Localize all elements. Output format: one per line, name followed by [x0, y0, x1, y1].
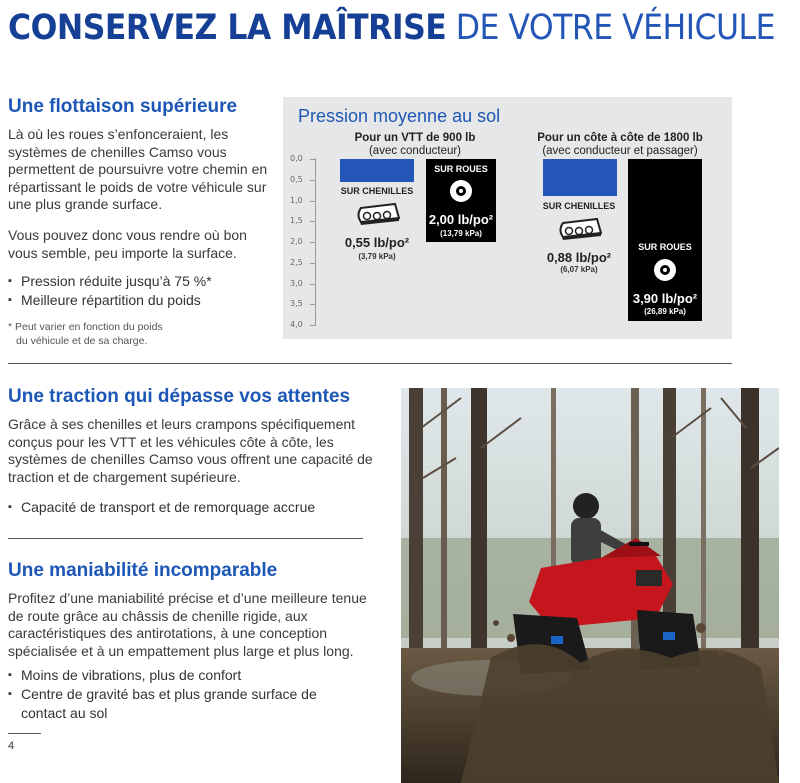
group-1-subtitle: (avec conducteur)	[368, 145, 462, 157]
bar-value-label: 0,88 lb/po²	[546, 250, 612, 265]
bar-value-label: 0,55 lb/po²	[344, 235, 410, 250]
bar-value-label: 3,90 lb/po²	[632, 291, 698, 306]
handling-heading: Une maniabilité incomparable	[8, 560, 278, 581]
list-item: ▪ Centre de gravité bas et plus grande surface de contact au sol	[8, 685, 338, 723]
page-number: 4	[8, 740, 15, 752]
list-item: ▪ Meilleure répartition du poids	[8, 291, 278, 310]
bar-label: SUR ROUES	[638, 242, 692, 252]
y-tick-mark	[310, 284, 315, 285]
bar-sub-label: (13,79 kPa)	[440, 229, 482, 238]
list-item: ▪ Capacité de transport et de remorquage accrue	[8, 498, 378, 517]
y-tick-label: 4,0	[290, 320, 303, 329]
y-tick-mark	[310, 325, 315, 326]
tire-icon	[450, 180, 472, 202]
footnote-line-1: * Peut varier en fonction du poids	[8, 321, 163, 333]
chart-title: Pression moyenne au sol	[298, 106, 501, 126]
flotation-paragraph-2: Vous pouvez donc vous rendre où bon vous semble, peu importe la surface.	[8, 227, 247, 261]
list-item: ▪ Moins de vibrations, plus de confort	[8, 666, 338, 685]
bar-label: SUR CHENILLES	[340, 186, 414, 196]
bar-value-label: 2,00 lb/po²	[428, 212, 494, 227]
footnote-line-2: du véhicule et de sa charge.	[16, 335, 148, 347]
y-tick-label: 2,5	[290, 257, 303, 267]
flotation-heading: Une flottaison supérieure	[8, 96, 238, 117]
y-tick-mark	[310, 180, 315, 181]
y-tick-label: 1,0	[290, 195, 303, 205]
section-divider	[8, 538, 363, 539]
group-1-header	[330, 132, 500, 158]
y-tick-label: 0,5	[290, 174, 303, 184]
y-tick-mark	[310, 221, 315, 222]
page-title-light: DE VOTRE VÉHICULE	[455, 8, 775, 48]
bar-atv-tracks	[340, 159, 414, 182]
y-tick-mark	[310, 201, 315, 202]
bar-sub-label: (26,89 kPa)	[644, 307, 686, 316]
y-tick-mark	[310, 304, 315, 305]
group-2-subtitle: (avec conducteur et passager)	[542, 145, 698, 157]
track-icon	[557, 215, 603, 241]
y-tick-mark	[310, 159, 315, 160]
bar-sxs-tracks	[543, 159, 617, 196]
list-item: ▪ Pression réduite jusqu’à 75 %*	[8, 272, 278, 291]
flotation-paragraph-1: Là où les roues s’enfonceraient, les systèmes de chenilles Camso vous permettent de poursuivre votre chemin en répartissant le poids de votre véhicule sur une plus grande surface.	[8, 126, 268, 212]
page-title	[8, 6, 775, 50]
footer-rule	[8, 733, 41, 734]
y-tick-label: 3,0	[290, 278, 303, 288]
track-icon	[355, 200, 401, 226]
traction-bullets	[8, 498, 378, 517]
group-1-title: Pour un VTT de 900 lb	[354, 132, 476, 144]
section-divider	[8, 363, 732, 364]
page-title-bold: CONSERVEZ LA MAÎTRISE	[8, 8, 447, 48]
y-tick-label: 2,0	[290, 237, 303, 246]
traction-paragraph: Grâce à ses chenilles et leurs crampons spécifiquement conçus pour les VTT et les véhicules côte à côte, les systèmes de chenilles Camso vous offrent une capacité de traction et de chargement supérieure.	[8, 416, 373, 485]
bar-label: SUR ROUES	[434, 164, 488, 174]
tire-icon	[654, 259, 676, 281]
bar-sub-label: (6,07 kPa)	[560, 265, 598, 274]
flotation-bullets	[8, 272, 278, 310]
bar-sub-label: (3,79 kPa)	[358, 252, 396, 261]
traction-heading: Une traction qui dépasse vos attentes	[8, 386, 351, 407]
y-tick-mark	[310, 242, 315, 243]
y-tick-label: 0,0	[290, 154, 303, 163]
y-tick-mark	[310, 263, 315, 264]
atv-mud-photo	[401, 388, 779, 783]
y-axis-line	[315, 158, 316, 326]
y-tick-label: 3,5	[290, 299, 303, 309]
group-2-title: Pour un côte à côte de 1800 lb	[537, 132, 703, 144]
handling-bullets	[8, 666, 338, 723]
y-tick-label: 1,5	[290, 216, 303, 226]
group-2-header	[522, 132, 718, 158]
handling-paragraph: Profitez d’une maniabilité précise et d’une meilleure tenue de route grâce au châssis de chenille rigide, aux caractéristiques des antirotations, à une conception spécialisée et à un empattement plus large et plus long.	[8, 590, 367, 659]
bar-label: SUR CHENILLES	[542, 201, 616, 211]
